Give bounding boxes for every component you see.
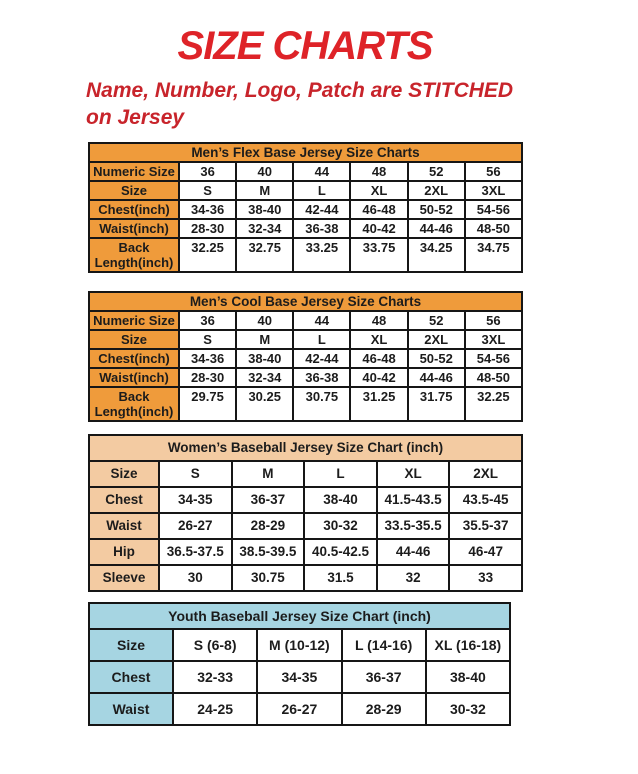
value-cell: 30-32 [426, 693, 510, 725]
value-cell: 33 [449, 565, 522, 591]
value-cell: 30.75 [293, 387, 350, 421]
value-cell: XL [350, 330, 407, 349]
table-title-row [89, 292, 522, 311]
value-cell: 3XL [465, 181, 522, 200]
value-cell: 31.25 [350, 387, 407, 421]
value-cell: 2XL [449, 461, 522, 487]
value-cell: 44-46 [377, 539, 450, 565]
table-row [89, 200, 522, 219]
value-cell: 50-52 [408, 200, 465, 219]
value-cell: 32.25 [465, 387, 522, 421]
row-label-cell: Back Length(inch) [89, 238, 179, 272]
table-row [89, 238, 522, 272]
value-cell: 28-29 [232, 513, 305, 539]
value-cell: 31.5 [304, 565, 377, 591]
value-cell: 56 [465, 311, 522, 330]
table-row [89, 311, 522, 330]
value-cell: 36-38 [293, 219, 350, 238]
table-title: Women’s Baseball Jersey Size Chart (inch) [89, 435, 522, 461]
value-cell: 32 [377, 565, 450, 591]
subtitle-line-2: on Jersey [86, 106, 185, 130]
value-cell: 42-44 [293, 200, 350, 219]
value-cell: 43.5-45 [449, 487, 522, 513]
value-cell: 28-29 [342, 693, 426, 725]
value-cell: 38-40 [426, 661, 510, 693]
table-title: Men’s Flex Base Jersey Size Charts [89, 143, 522, 162]
value-cell: 38-40 [236, 349, 293, 368]
value-cell: 26-27 [159, 513, 232, 539]
value-cell: 36 [179, 162, 236, 181]
subtitle-line-1: Name, Number, Logo, Patch are STITCHED [86, 79, 514, 102]
value-cell: 33.25 [293, 238, 350, 272]
value-cell: S (6-8) [173, 629, 257, 661]
youth-baseball-table [88, 602, 511, 726]
value-cell: 48 [350, 311, 407, 330]
value-cell: 40-42 [350, 219, 407, 238]
row-label-cell: Size [89, 330, 179, 349]
value-cell: 29.75 [179, 387, 236, 421]
table-title-row [89, 143, 522, 162]
value-cell: 40.5-42.5 [304, 539, 377, 565]
row-label-cell: Chest(inch) [89, 200, 179, 219]
value-cell: 26-27 [257, 693, 341, 725]
value-cell: 48-50 [465, 368, 522, 387]
value-cell: 36 [179, 311, 236, 330]
value-cell: 40 [236, 311, 293, 330]
table-row [89, 162, 522, 181]
value-cell: 32.25 [179, 238, 236, 272]
value-cell: 36-37 [232, 487, 305, 513]
value-cell: 34.25 [408, 238, 465, 272]
page-subtitle [86, 77, 556, 132]
value-cell: M (10-12) [257, 629, 341, 661]
value-cell: 41.5-43.5 [377, 487, 450, 513]
table-row [89, 629, 510, 661]
table-title: Men’s Cool Base Jersey Size Charts [89, 292, 522, 311]
value-cell: 52 [408, 311, 465, 330]
value-cell: 38-40 [304, 487, 377, 513]
table-row [89, 387, 522, 421]
mens-cool-base-table [88, 291, 523, 422]
value-cell: 54-56 [465, 200, 522, 219]
value-cell: 32.75 [236, 238, 293, 272]
row-label-cell: Waist [89, 513, 159, 539]
row-label-cell: Waist(inch) [89, 219, 179, 238]
value-cell: 30.25 [236, 387, 293, 421]
value-cell: 40-42 [350, 368, 407, 387]
value-cell: 56 [465, 162, 522, 181]
value-cell: L [304, 461, 377, 487]
row-label-cell: Waist [89, 693, 173, 725]
table-row [89, 539, 522, 565]
row-label-cell: Sleeve [89, 565, 159, 591]
value-cell: 36-37 [342, 661, 426, 693]
value-cell: 34-36 [179, 200, 236, 219]
value-cell: 48 [350, 162, 407, 181]
value-cell: 28-30 [179, 368, 236, 387]
value-cell: 35.5-37 [449, 513, 522, 539]
table-title-row [89, 435, 522, 461]
value-cell: 28-30 [179, 219, 236, 238]
value-cell: XL [350, 181, 407, 200]
row-label-cell: Chest [89, 661, 173, 693]
row-label-cell: Back Length(inch) [89, 387, 179, 421]
value-cell: 34-36 [179, 349, 236, 368]
value-cell: 40 [236, 162, 293, 181]
table-title: Youth Baseball Jersey Size Chart (inch) [89, 603, 510, 629]
value-cell: M [236, 181, 293, 200]
row-label-cell: Size [89, 181, 179, 200]
value-cell: 34-35 [257, 661, 341, 693]
value-cell: 46-47 [449, 539, 522, 565]
value-cell: 44-46 [408, 368, 465, 387]
value-cell: 44 [293, 162, 350, 181]
value-cell: 33.5-35.5 [377, 513, 450, 539]
value-cell: S [179, 181, 236, 200]
value-cell: 32-33 [173, 661, 257, 693]
row-label-cell: Numeric Size [89, 162, 179, 181]
row-label-cell: Chest [89, 487, 159, 513]
page [0, 24, 638, 774]
value-cell: L [293, 330, 350, 349]
table-row [89, 693, 510, 725]
value-cell: 52 [408, 162, 465, 181]
value-cell: M [236, 330, 293, 349]
value-cell: 30 [159, 565, 232, 591]
value-cell: 44-46 [408, 219, 465, 238]
value-cell: 34.75 [465, 238, 522, 272]
value-cell: XL (16-18) [426, 629, 510, 661]
table-row [89, 461, 522, 487]
value-cell: 32-34 [236, 368, 293, 387]
value-cell: 24-25 [173, 693, 257, 725]
value-cell: 2XL [408, 330, 465, 349]
value-cell: 44 [293, 311, 350, 330]
value-cell: 34-35 [159, 487, 232, 513]
table-row [89, 565, 522, 591]
table-row [89, 219, 522, 238]
row-label-cell: Hip [89, 539, 159, 565]
mens-flex-base-table [88, 142, 523, 273]
table-row [89, 513, 522, 539]
row-label-cell: Chest(inch) [89, 349, 179, 368]
value-cell: 38.5-39.5 [232, 539, 305, 565]
value-cell: 31.75 [408, 387, 465, 421]
value-cell: 54-56 [465, 349, 522, 368]
value-cell: S [179, 330, 236, 349]
row-label-cell: Waist(inch) [89, 368, 179, 387]
row-label-cell: Size [89, 629, 173, 661]
value-cell: 30.75 [232, 565, 305, 591]
value-cell: 32-34 [236, 219, 293, 238]
row-label-cell: Size [89, 461, 159, 487]
table-row [89, 661, 510, 693]
table-row [89, 349, 522, 368]
value-cell: 50-52 [408, 349, 465, 368]
value-cell: 46-48 [350, 200, 407, 219]
value-cell: 48-50 [465, 219, 522, 238]
value-cell: 30-32 [304, 513, 377, 539]
value-cell: 38-40 [236, 200, 293, 219]
page-title: SIZE CHARTS [177, 24, 433, 68]
table-row [89, 330, 522, 349]
row-label-cell: Numeric Size [89, 311, 179, 330]
value-cell: XL [377, 461, 450, 487]
table-row [89, 487, 522, 513]
value-cell: L (14-16) [342, 629, 426, 661]
value-cell: S [159, 461, 232, 487]
value-cell: 36-38 [293, 368, 350, 387]
table-title-row [89, 603, 510, 629]
value-cell: 42-44 [293, 349, 350, 368]
value-cell: 36.5-37.5 [159, 539, 232, 565]
womens-baseball-table [88, 434, 523, 592]
value-cell: 2XL [408, 181, 465, 200]
table-row [89, 181, 522, 200]
size-tables [0, 142, 638, 726]
value-cell: 46-48 [350, 349, 407, 368]
value-cell: 33.75 [350, 238, 407, 272]
value-cell: 3XL [465, 330, 522, 349]
table-row [89, 368, 522, 387]
value-cell: L [293, 181, 350, 200]
value-cell: M [232, 461, 305, 487]
